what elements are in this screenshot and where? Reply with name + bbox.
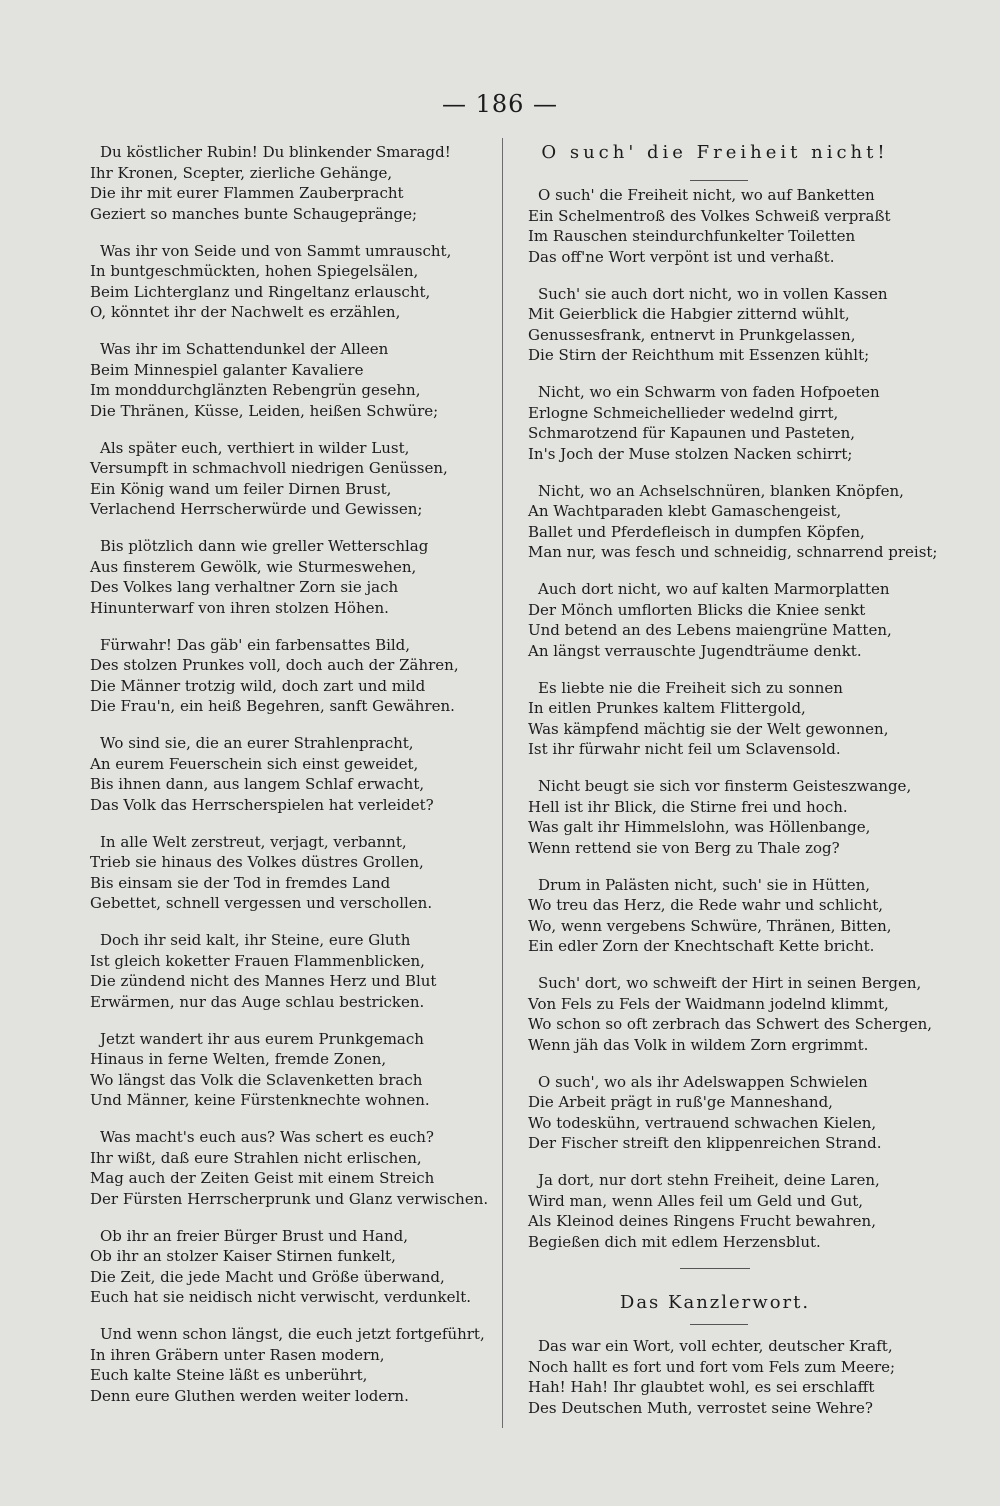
verse-line: Wenn jäh das Volk in wildem Zorn ergrimmt. (528, 1035, 869, 1054)
verse-line: Was ihr von Seide und von Sammt umrauscht, (100, 241, 452, 260)
verse-line: Die Stirn der Reichthum mit Essenzen kühlt; (528, 346, 870, 364)
verse-line: Du köstlicher Rubin! Du blinkender Smaragd! (100, 143, 451, 161)
verse-line: In buntgeschmückten, hohen Spiegelsälen, (90, 262, 419, 280)
verse-line: Wo schon so oft zerbrach das Schwert des Schergen, (528, 1015, 933, 1033)
title-rule (690, 180, 748, 181)
verse-line: Ein edler Zorn der Knechtschaft Kette bricht. (528, 937, 875, 955)
verse-line: Wenn rettend sie von Berg zu Thale zog? (528, 838, 840, 857)
stanza (528, 579, 900, 661)
verse-line: Und Männer, keine Fürstenknechte wohnen. (90, 1091, 430, 1109)
verse-line: Ob ihr an freier Bürger Brust und Hand, (100, 1226, 409, 1245)
verse-line: Wo längst das Volk die Sclavenketten brach (90, 1070, 423, 1089)
verse-line: Bis ihnen dann, aus langem Schlaf erwacht, (90, 775, 425, 793)
verse-line: Jetzt wandert ihr aus eurem Prunkgemach (100, 1029, 424, 1048)
verse-line: Der Mönch umflorten Blicks die Kniee senkt (528, 600, 866, 619)
section-divider (680, 1268, 750, 1269)
verse-line: Genussesfrank, entnervt in Prunkgelassen, (528, 325, 856, 344)
verse-line: Die Arbeit prägt in ruß'ge Manneshand, (528, 1093, 833, 1111)
verse-line: Als später euch, verthiert in wilder Lust, (100, 438, 410, 457)
verse-line: Ein Schelmentroß des Volkes Schweiß verpraßt (528, 206, 891, 225)
verse-line: Doch ihr seid kalt, ihr Steine, eure Gluth (100, 931, 411, 949)
verse-line: Begießen dich mit edlem Herzensblut. (528, 1232, 821, 1251)
stanza (528, 382, 900, 464)
verse-line: Euch hat sie neidisch nicht verwischt, verdunkelt. (90, 1288, 472, 1306)
verse-line: Ihr Kronen, Scepter, zierliche Gehänge, (90, 163, 393, 182)
verse-line: Die ihr mit eurer Flammen Zauberpracht (90, 184, 404, 202)
verse-line: Mag auch der Zeiten Geist mit einem Streich (90, 1169, 435, 1187)
stanza (528, 481, 938, 563)
verse-line: Versumpft in schmachvoll niedrigen Genüssen, (90, 459, 448, 477)
stanza (90, 1029, 486, 1111)
stanza (90, 1127, 489, 1209)
page-number: — 186 — (441, 90, 559, 118)
verse-line: Das off'ne Wort verpönt ist und verhaßt. (528, 247, 835, 266)
stanza (90, 339, 486, 421)
verse-line: Hinunterwarf von ihren stolzen Höhen. (90, 598, 389, 617)
verse-line: Wo, wenn vergebens Schwüre, Thränen, Bitten, (528, 916, 892, 935)
verse-line: Des stolzen Prunkes voll, doch auch der Zähren, (90, 656, 459, 674)
verse-line: Nicht, wo an Achselschnüren, blanken Knöpfen, (538, 481, 904, 500)
verse-line: Wo sind sie, die an eurer Strahlenpracht, (100, 734, 414, 752)
verse-line: In ihren Gräbern unter Rasen modern, (90, 1345, 385, 1364)
verse-line: An eurem Feuerschein sich einst geweidet, (90, 754, 419, 773)
stanza (90, 733, 486, 815)
stanza (528, 1170, 900, 1252)
verse-line: Die Frau'n, ein heiß Begehren, sanft Gewähren. (90, 697, 455, 715)
verse-line: Ist gleich koketter Frauen Flammenblicken, (90, 951, 425, 970)
verse-line: Als Kleinod deines Ringens Frucht bewahren, (528, 1212, 876, 1230)
verse-line: Wo treu das Herz, die Rede wahr und schlicht, (528, 896, 884, 914)
title-rule (690, 1324, 748, 1325)
verse-line: Die Zeit, die jede Macht und Größe überwand, (90, 1267, 445, 1286)
stanza (90, 438, 486, 520)
right-column-poem (528, 185, 938, 1269)
verse-line: Beim Minnespiel galanter Kavaliere (90, 360, 364, 379)
verse-line: Such' sie auch dort nicht, wo in vollen Kassen (538, 284, 888, 303)
kanzlerwort-poem (528, 1336, 895, 1418)
verse-line: O such', wo als ihr Adelswappen Schwielen (538, 1072, 868, 1091)
verse-line: Verlachend Herrscherwürde und Gewissen; (90, 500, 423, 518)
verse-line: Hah! Hah! Ihr glaubtet wohl, es sei erschlafft (528, 1378, 875, 1396)
verse-line: Hell ist ihr Blick, die Stirne frei und hoch. (528, 797, 848, 816)
verse-line: Hinaus in ferne Welten, fremde Zonen, (90, 1050, 387, 1068)
verse-line: Trieb sie hinaus des Volkes düstres Grollen, (90, 853, 424, 871)
verse-line: O such' die Freiheit nicht, wo auf Banketten (538, 186, 875, 204)
stanza (90, 536, 486, 618)
verse-line: Was ihr im Schattendunkel der Alleen (100, 340, 389, 358)
stanza (528, 1072, 900, 1154)
verse-line: Erlogne Schmeichellieder wedelnd girrt, (528, 403, 839, 422)
poem-title-kanzlerwort: Das Kanzlerwort. (619, 1292, 811, 1313)
stanza (90, 241, 486, 323)
verse-line: Die zündend nicht des Mannes Herz und Blut (90, 972, 437, 990)
verse-line: Such' dort, wo schweift der Hirt in seinen Bergen, (538, 974, 922, 992)
verse-line: An längst verrauschte Jugendträume denkt. (528, 641, 862, 660)
verse-line: Der Fischer streift den klippenreichen Strand. (528, 1134, 882, 1152)
verse-line: Von Fels zu Fels der Waidmann jodelnd klimmt, (528, 994, 889, 1013)
left-column-poem (90, 142, 489, 1423)
verse-line: Euch kalte Steine läßt es unberührt, (90, 1366, 368, 1384)
verse-line: In's Joch der Muse stolzen Nacken schirrt; (528, 444, 853, 463)
verse-line: In alle Welt zerstreut, verjagt, verbannt, (100, 832, 407, 851)
verse-line: Im Rauschen steindurchfunkelter Toiletten (528, 227, 856, 245)
verse-line: Denn eure Gluthen werden weiter lodern. (90, 1386, 409, 1405)
stanza (528, 284, 900, 366)
verse-line: Erwärmen, nur das Auge schlau bestricken. (90, 992, 425, 1011)
verse-line: Aus finsterem Gewölk, wie Sturmeswehen, (90, 557, 417, 576)
verse-line: Wo todeskühn, vertrauend schwachen Kielen, (528, 1113, 877, 1132)
verse-line: In eitlen Prunkes kaltem Flittergold, (528, 699, 806, 717)
verse-line: Beim Lichterglanz und Ringeltanz erlauscht, (90, 282, 431, 301)
verse-line: Noch hallt es fort und fort vom Fels zum Meere; (528, 1357, 896, 1376)
verse-line: Ob ihr an stolzer Kaiser Stirnen funkelt, (90, 1247, 396, 1265)
stanza (90, 1226, 486, 1308)
verse-line: Das Volk das Herrscherspielen hat verleidet? (90, 795, 434, 814)
verse-line: Mit Geierblick die Habgier zitternd wühlt, (528, 305, 850, 323)
verse-line: Schmarotzend für Kapaunen und Pasteten, (528, 424, 856, 442)
stanza (528, 776, 912, 858)
verse-line: Es liebte nie die Freiheit sich zu sonnen (538, 678, 843, 697)
verse-line: Fürwahr! Das gäb' ein farbensattes Bild, (100, 635, 411, 654)
verse-line: Und betend an des Lebens maiengrüne Matten, (528, 621, 892, 639)
verse-line: Des Volkes lang verhaltner Zorn sie jach (90, 578, 399, 596)
verse-line: Geziert so manches bunte Schaugepränge; (90, 204, 418, 223)
verse-line: Bis einsam sie der Tod in fremdes Land (90, 873, 391, 892)
stanza (528, 185, 900, 267)
verse-line: Drum in Palästen nicht, such' sie in Hütten, (538, 875, 871, 894)
verse-line: Ihr wißt, daß eure Strahlen nicht erlischen, (90, 1148, 422, 1167)
verse-line: Das war ein Wort, voll echter, deutscher Kraft, (538, 1337, 893, 1355)
verse-line: Der Fürsten Herrscherprunk und Glanz verwischen. (90, 1189, 489, 1208)
verse-line: Was kämpfend mächtig sie der Welt gewonnen, (528, 719, 889, 738)
verse-line: Gebettet, schnell vergessen und verschollen. (90, 894, 433, 912)
verse-line: Die Männer trotzig wild, doch zart und mild (90, 676, 426, 695)
verse-line: Wird man, wenn Alles feil um Geld und Gut, (528, 1191, 864, 1210)
verse-line: Ballet und Pferdefleisch in dumpfen Köpfen, (528, 522, 865, 541)
verse-line: Was galt ihr Himmelslohn, was Höllenbange, (528, 818, 871, 836)
stanza (528, 678, 900, 760)
verse-line: Und wenn schon längst, die euch jetzt fortgeführt, (100, 1325, 485, 1343)
verse-line: Die Thränen, Küsse, Leiden, heißen Schwüre; (90, 401, 439, 420)
stanza (90, 1324, 486, 1406)
stanza (528, 973, 933, 1055)
stanza (90, 832, 486, 914)
verse-line: An Wachtparaden klebt Gamaschengeist, (528, 502, 842, 520)
verse-line: Ist ihr fürwahr nicht feil um Sclavensold. (528, 740, 841, 758)
verse-line: Bis plötzlich dann wie greller Wetterschlag (100, 537, 429, 555)
verse-line: Des Deutschen Muth, verrostet seine Wehre? (528, 1398, 873, 1417)
verse-line: Nicht beugt sie sich vor finsterm Geisteszwange, (538, 777, 912, 795)
verse-line: Im monddurchglänzten Rebengrün gesehn, (90, 381, 421, 399)
verse-line: Nicht, wo ein Schwarm von faden Hofpoeten (538, 383, 880, 401)
stanza (90, 142, 486, 224)
verse-line: Man nur, was fesch und schneidig, schnarrend preist; (528, 543, 938, 561)
verse-line: O, könntet ihr der Nachwelt es erzählen, (90, 303, 401, 321)
verse-line: Auch dort nicht, wo auf kalten Marmorplatten (538, 580, 890, 598)
verse-line: Ein König wand um feiler Dirnen Brust, (90, 479, 392, 498)
stanza (90, 635, 486, 717)
column-divider (502, 138, 503, 1428)
poem-title-freiheit: O such' die Freiheit nicht! (541, 142, 889, 163)
verse-line: Was macht's euch aus? Was schert es euch? (100, 1128, 434, 1146)
stanza (528, 875, 900, 957)
stanza (90, 930, 486, 1012)
verse-line: Ja dort, nur dort stehn Freiheit, deine Laren, (538, 1171, 880, 1189)
